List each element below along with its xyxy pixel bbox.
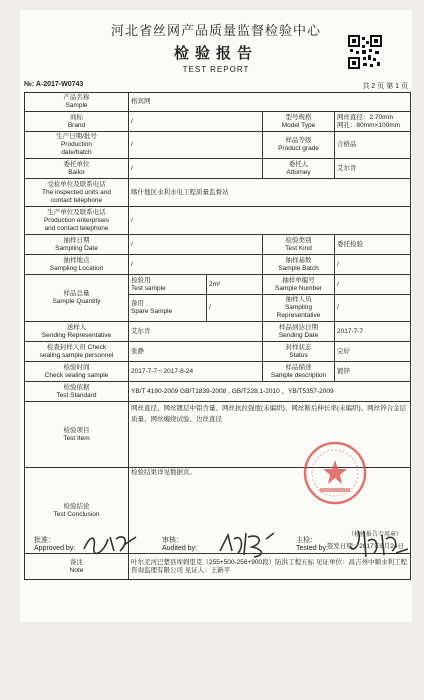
report-table (24, 92, 411, 580)
value-test-kind: 委托检验 (335, 235, 411, 255)
label-sample-description: 样品描述 Sample description (263, 362, 335, 382)
table-row (25, 382, 411, 402)
value-check-period: 2017-7-7～2017-8-24 (129, 362, 263, 382)
approved-signature-icon (80, 531, 140, 557)
value-model: 网丝直径：2.70mm 网孔：80mm×100mm (335, 112, 411, 132)
approved-by-label: 批准： Approved by: (34, 537, 76, 552)
label-production-enterprise: 生产单位及联系电话 Production enterprises and contact telephone (25, 207, 129, 235)
value-sending-representative: 艾尔肯 (129, 322, 263, 342)
value-test-item: 网丝直径、网丝镀层中铝含量、网丝抗拉强度(未编织)、网丝断后伸长率(未编织)、网丝锌合金层质量、网丝缠绕试验、边丝直径 (129, 402, 411, 468)
page-subtitle: TEST REPORT (182, 65, 250, 74)
value-sealing-checker: 张静 (129, 342, 263, 362)
page-number: 共 2 页 第 1 页 (362, 83, 408, 90)
value-note: 叶尔羌河巴楚县库姆里克（255+500-256+900段）防洪工程五标 见证单位：昌吉州中顺水利工程咨询监理有限公司 见证人：王新平 (129, 554, 411, 580)
table-row (25, 132, 411, 159)
table-row (25, 93, 411, 112)
table-row (25, 207, 411, 235)
audited-signature-icon (214, 529, 278, 559)
value-inspected-unit: 喀什地区水利水电工程质量监督站 (129, 179, 411, 207)
value-test-conclusion: 检验结果详见数据页。 (131, 469, 196, 476)
tested-signature-icon (346, 527, 412, 561)
value-sampling-date: / (129, 235, 263, 255)
table-row (25, 322, 411, 342)
value-sampling-representative: / (335, 295, 411, 322)
value-attorney: 艾尔肯 (335, 159, 411, 179)
tested-by-label: 主检： Tested by: (296, 537, 328, 552)
value-sample-name: 格宾网 (129, 93, 411, 112)
label-spare-sample: 备用 Spare Sample (129, 295, 207, 322)
table-row (25, 112, 411, 132)
value-sealing-status: 完好 (335, 342, 411, 362)
label-sample-quantity: 样品总量 Sample Quantity (25, 275, 129, 322)
value-brand: / (129, 112, 263, 132)
label-note: 备注 Note (25, 554, 129, 580)
label-sample-batch: 抽样基数 Sample Batch (263, 255, 335, 275)
table-row (25, 159, 411, 179)
label-date-batch: 生产日期/批号 Production date/batch (25, 132, 129, 159)
value-spare-sample: / (207, 295, 263, 322)
label-inspected-unit: 受检单位及联系电话 The inspected units and contact telephone (25, 179, 129, 207)
signature-row (34, 535, 414, 569)
table-row (25, 275, 411, 295)
label-attorney: 委托人 Attorney (263, 159, 335, 179)
label-sample-number: 抽样单编号 Sample Number (263, 275, 335, 295)
page-title: 检验报告 (173, 44, 258, 62)
label-sealing-checker: 检查封样人员 Check sealing sample personnel (25, 342, 129, 362)
value-date-batch: / (129, 132, 263, 159)
stamp-caption: （检验报告专用章） (347, 532, 402, 538)
label-test-standard: 检验依据 Test Standard (25, 382, 129, 402)
table-row (25, 255, 411, 275)
label-bailor: 委托单位 Bailor (25, 159, 129, 179)
value-sampling-location: / (129, 255, 263, 275)
label-sending-representative: 送样人 Sending Representative (25, 322, 129, 342)
value-grade: 合格品 (335, 132, 411, 159)
value-sample-description: 镀锌 (335, 362, 411, 382)
value-bailor: / (129, 159, 263, 179)
org-name: 河北省丝网产品质量监督检验中心 (110, 24, 321, 39)
table-row (25, 235, 411, 255)
value-production-enterprise: / (129, 207, 411, 235)
table-row (25, 179, 411, 207)
issue-date: 签发日期：2017年8月24日 (326, 543, 404, 550)
value-sending-date: 2017-7-7 (335, 322, 411, 342)
label-sending-date: 样品到达日期 Sending Date (263, 322, 335, 342)
label-model: 型号规格 Model Type (263, 112, 335, 132)
label-test-conclusion: 检验结论 Test Conclusion (25, 468, 129, 554)
value-sample-batch: / (335, 255, 411, 275)
report-number: №: A-2017-W0743 (24, 81, 84, 88)
table-row (25, 342, 411, 362)
label-sampling-date: 抽样日期 Sampling Date (25, 235, 129, 255)
qr-code-icon (348, 35, 382, 69)
report-sheet (20, 10, 412, 622)
label-sealing-status: 封样状态 Status (263, 342, 335, 362)
label-check-period: 检验时间 Check sealing sample (25, 362, 129, 382)
table-row (25, 362, 411, 382)
official-seal-icon (302, 440, 368, 506)
value-sample-number: / (335, 275, 411, 295)
label-sample-name: 产品名称 Sample (25, 93, 129, 112)
label-sampling-representative: 抽样人员 Sampling Representative (263, 295, 335, 322)
label-test-kind: 检验类别 Test Kind (263, 235, 335, 255)
value-test-sample: 2m² (207, 275, 263, 295)
label-grade: 样品等级 Product grade (263, 132, 335, 159)
value-test-standard: YB/T 4190-2009 GB/T1839-2008 , GB/T228.1-2010 、YB/T5357-2009 (129, 382, 411, 402)
label-test-item: 检验项目 Test Item (25, 402, 129, 468)
label-brand: 商标 Brand (25, 112, 129, 132)
audited-by-label: 审核： Audited by: (162, 537, 198, 552)
label-sampling-location: 抽样地点 Sampling Location (25, 255, 129, 275)
label-test-sample: 检验用 Test sample (129, 275, 207, 295)
